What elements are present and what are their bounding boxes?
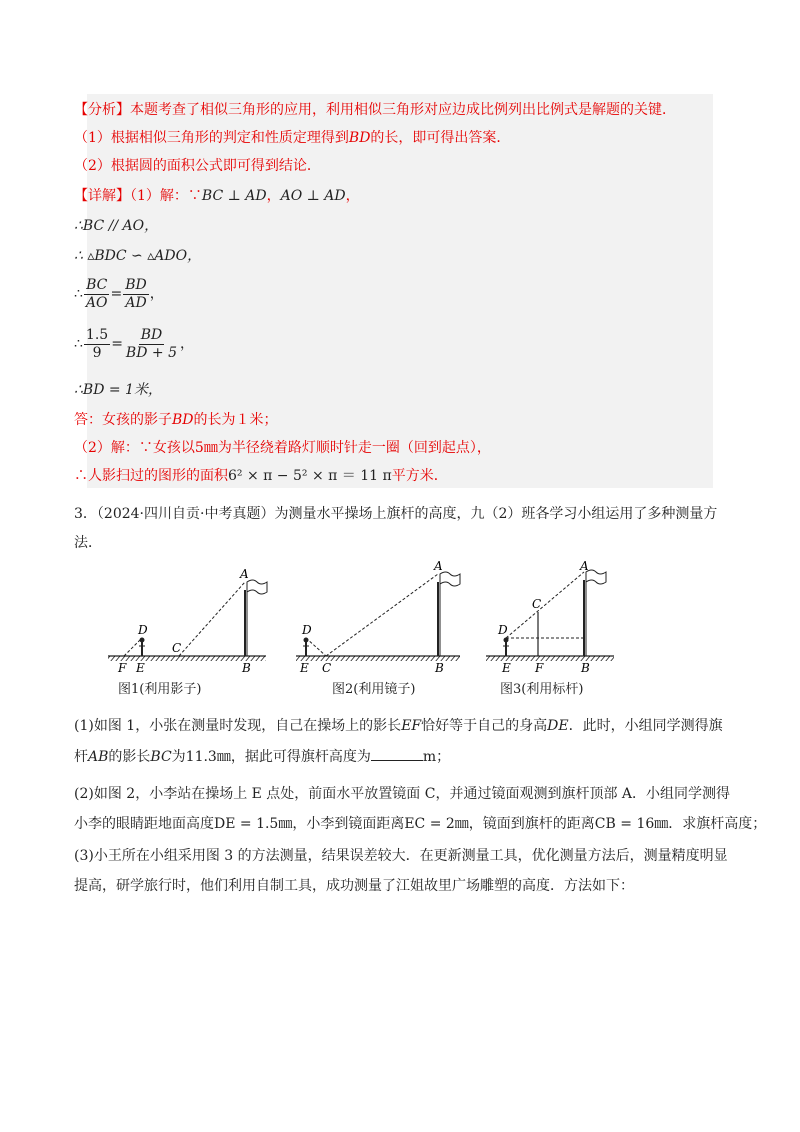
label-b: B (581, 661, 590, 675)
flag-icon (586, 570, 606, 584)
label-e: E (300, 661, 309, 675)
problem-intro: 3．（2024·四川自贡·中考真题）为测量水平操场上旗杆的高度，九（2）班各学习小组运用了多种测量方 (74, 506, 718, 522)
analysis-line (74, 100, 676, 120)
fraction: $\frac{BC}{AO}$ (85, 276, 108, 311)
question-3-line-1: (3)小王所在小组采用图 3 的方法测量，结果误差较大．在更新测量工具，优化测量方法后，测量精度明显 (74, 848, 728, 864)
analysis-text: 本题考查了相似三角形的应用，利用相似三角形对应边成比例列出比例式是解题的关键． (130, 102, 676, 118)
label-f: F (118, 661, 127, 675)
label-a: A (240, 567, 249, 581)
label-c: C (532, 597, 542, 611)
person-icon (503, 638, 509, 657)
problem-number: 3． (74, 506, 97, 522)
question-1-line-1: (1)如图 1，小张在测量时发现，自己在操场上的影长EF恰好等于自己的身高DE．此时，小组同学测得旗 (74, 718, 723, 734)
label-b: B (242, 661, 251, 675)
label-c: C (172, 641, 182, 655)
detail-line-1: 【详解】（1）解：∵BC ⊥ AD，AO ⊥ AD， (74, 188, 360, 204)
label-a: A (580, 560, 589, 573)
label-f: F (535, 661, 544, 675)
detail-part2: （2）解：∵女孩以5㎜为半径绕着路灯顺时针走一圈（回到起点）， (74, 440, 491, 456)
figures-svg (100, 560, 480, 678)
flag-icon (440, 572, 460, 586)
analysis-step1: （1）根据相似三角形的判定和性质定理得到BD的长，即可得出答案． (74, 130, 511, 146)
var-bd: BD (348, 130, 371, 146)
question-2-line-2: 小李的眼睛距地面高度DE = 1.5㎜，小李到镜面距离EC = 2㎜，镜面到旗杆的距离CB = 16㎜．求旗杆高度； (74, 816, 767, 832)
detail-line-5: ∴ $\frac{1.5}{9}$ = $\frac{BD}{BD + 5}$ ， (74, 326, 194, 361)
detail-line-2: ∴BC // AO， (74, 218, 159, 234)
label-a: A (434, 560, 443, 573)
question-2-line-1: (2)如图 2，小李站在操场上 E 点处，前面水平放置镜面 C，并通过镜面观测到旗杆顶部 A．小组同学测得 (74, 786, 731, 802)
person-icon (303, 638, 309, 657)
area-formula: 6² × π − 5² × π ＝ 11 π (228, 468, 392, 484)
label-d: D (138, 623, 148, 637)
label-b: B (435, 661, 444, 675)
label-c: C (322, 661, 332, 675)
question-3-line-2: 提高，研学旅行时，他们利用自制工具，成功测量了江姐故里广场雕塑的高度．方法如下： (74, 878, 634, 894)
label-e: E (136, 661, 145, 675)
detail-label: 【详解】 (74, 188, 130, 204)
label-d: D (498, 623, 508, 637)
detail-part2-result: ∴人影扫过的图形的面积6² × π − 5² × π ＝ 11 π平方米． (74, 468, 448, 484)
detail-line-6: ∴BD = 1米， (74, 382, 162, 398)
figure-1 (108, 567, 267, 675)
detail-line-3: ∴ ▵BDC ∽ ▵ADO， (74, 248, 202, 264)
figure-3 (480, 560, 620, 678)
question-1-line-2: 杆AB的影长BC为11.3㎜，据此可得旗杆高度为 m； (74, 746, 450, 767)
person-icon (139, 638, 145, 657)
problem-source: （2024·四川自贡·中考真题） (96, 506, 275, 522)
fraction: $\frac{1.5}{9}$ (85, 326, 109, 361)
analysis-label: 【分析】 (74, 102, 130, 118)
caption-fig2: 图2(利用镜子) (332, 682, 416, 697)
fraction: $\frac{BD}{BD + 5}$ (125, 326, 177, 361)
caption-fig3: 图3(利用标杆) (500, 682, 584, 697)
caption-fig1: 图1(利用影子) (118, 682, 202, 697)
detail-line-4: ∴ $\frac{BC}{AO}$ = $\frac{BD}{AD}$ ， (74, 276, 164, 311)
label-e: E (502, 661, 511, 675)
analysis-step2: （2）根据圆的面积公式即可得到结论． (74, 158, 321, 174)
problem-intro-2: 法． (74, 535, 102, 551)
label-d: D (302, 623, 312, 637)
fraction: $\frac{BD}{AD}$ (125, 276, 147, 311)
answer-blank[interactable] (371, 746, 423, 761)
flag-icon (247, 580, 267, 594)
figure-2 (296, 560, 460, 675)
answer-line: 答：女孩的影子BD的长为１米； (74, 412, 278, 428)
